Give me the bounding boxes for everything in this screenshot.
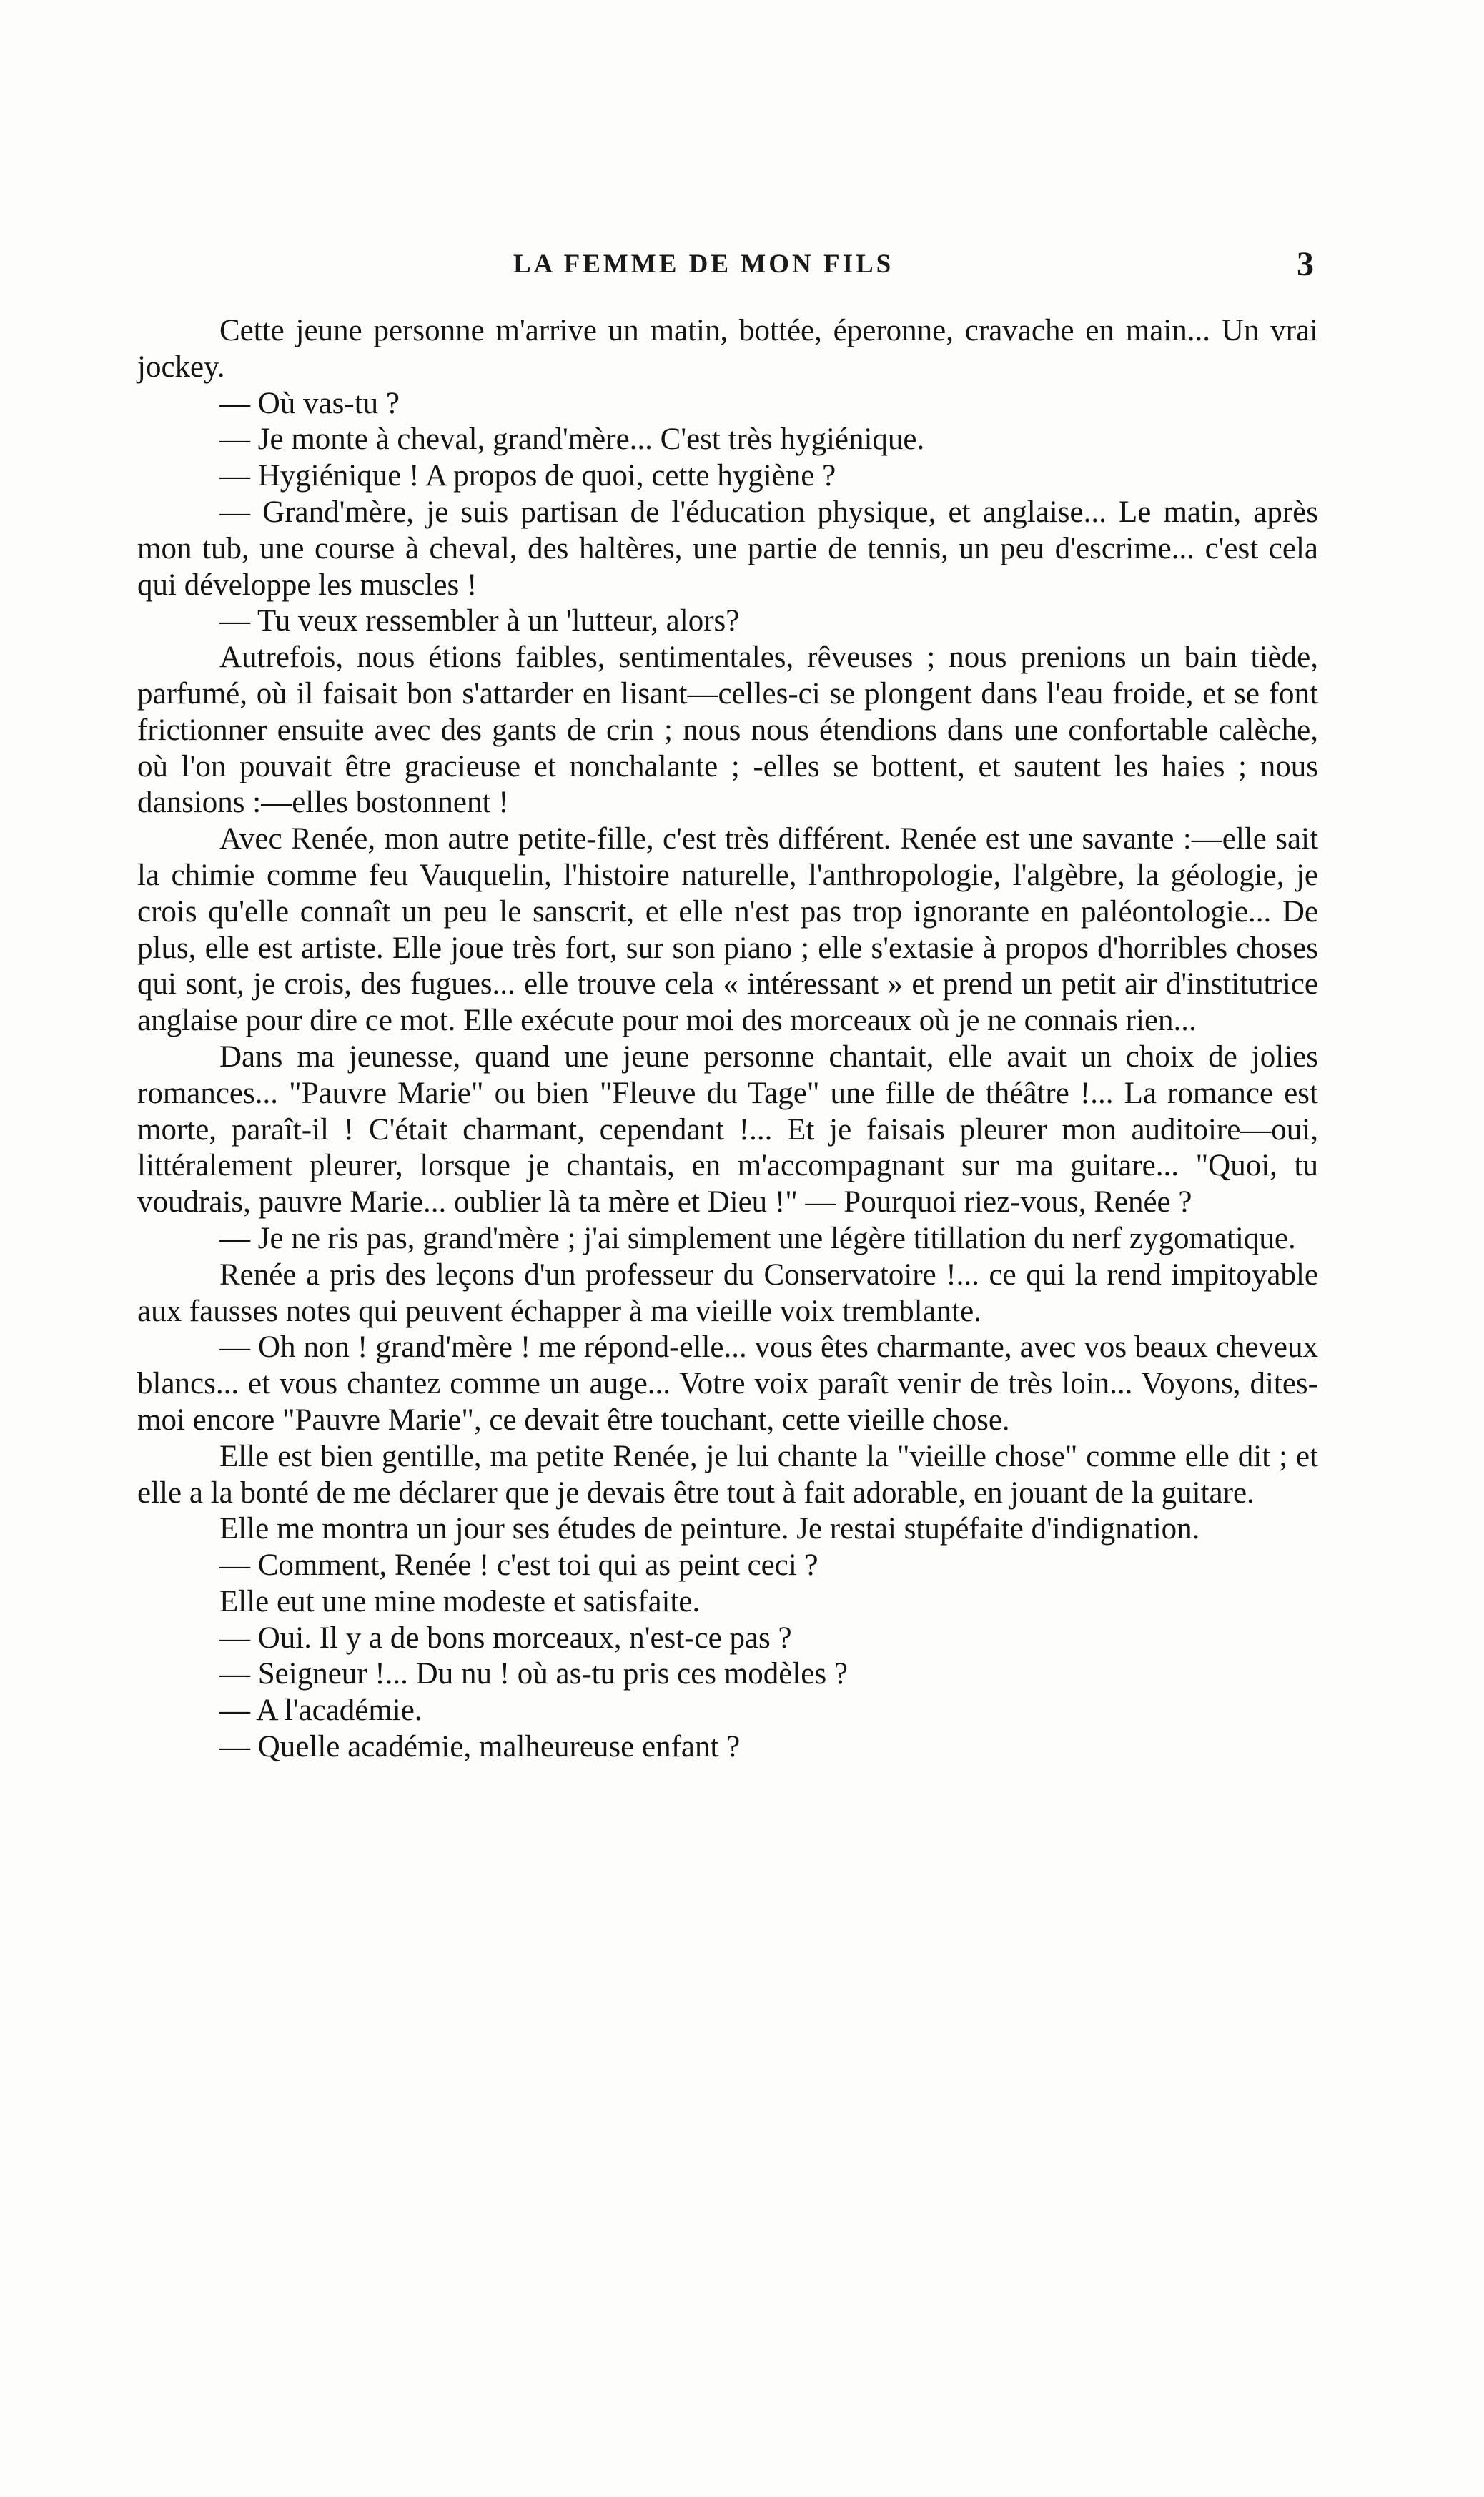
dialogue-line: — Tu veux ressembler à un 'lutteur, alors? — [219, 604, 740, 638]
dialogue-line: — Je ne ris pas, grand'mère ; j'ai simplement une légère titillation du nerf zygomatique. — [219, 1221, 1296, 1255]
paragraph: Elle eut une mine modeste et satisfaite. — [219, 1584, 701, 1618]
dialogue-line: — Où vas-tu ? — [219, 386, 400, 420]
paragraph: Autrefois, nous étions faibles, sentimentales, rêveuses ; nous prenions un bain tiède, parfumé, où il faisait bon s'attarder en lisant—celles-ci se plongent dans l'eau froide, et se font frictionner ensuite avec des gants de crin ; nous nous étendions dans une confortable calèche, où l'on pouvait être gracieuse et nonchalante ; -elles se bottent, et sautent les haies ; nous dansions :—elles bostonnent ! — [137, 641, 1318, 820]
dialogue-line: — Je monte à cheval, grand'mère... C'est très hygiénique. — [219, 422, 925, 457]
dialogue-line: — Oui. Il y a de bons morceaux, n'est-ce pas ? — [219, 1621, 792, 1655]
dialogue-line: — Grand'mère, je suis partisan de l'éducation physique, et anglaise... Le matin, après mon tub, une course à cheval, des haltères, une partie de tennis, un peu d'escrime... c'est cela qui développe les muscles ! — [137, 495, 1318, 602]
page-number: 3 — [1297, 245, 1314, 283]
dialogue-line: — Quelle académie, malheureuse enfant ? — [219, 1730, 741, 1764]
paragraph: Elle me montra un jour ses études de peinture. Je restai stupéfaite d'indignation. — [219, 1512, 1200, 1546]
paragraph: Cette jeune personne m'arrive un matin, bottée, éperonne, cravache en main... Un vrai jockey. — [137, 314, 1318, 384]
paragraph: Renée a pris des leçons d'un professeur du Conservatoire !... ce qui la rend impitoyable aux fausses notes qui peuvent échapper à ma vieille voix tremblante. — [137, 1257, 1318, 1328]
dialogue-line: — A l'académie. — [219, 1693, 422, 1728]
page-header — [142, 245, 1314, 285]
paragraph: Avec Renée, mon autre petite-fille, c'est très différent. Renée est une savante :—elle sait la chimie comme feu Vauquelin, l'histoire naturelle, l'anthropologie, l'algèbre, la géologie, je crois qu'elle connaît un peu le sanscrit, et elle n'est pas trop ignorante en paléontologie... De plus, elle est artiste. Elle joue très fort, sur son piano ; elle s'extasie à propos d'horribles choses qui sont, je crois, des fugues... elle trouve cela « intéressant » et prend un petit air d'institutrice anglaise pour dire ce mot. Elle exécute pour moi des morceaux où je ne connais rien... — [137, 822, 1318, 1038]
running-title: LA FEMME DE MON FILS — [513, 249, 894, 279]
paragraph: Dans ma jeunesse, quand une jeune personne chantait, elle avait un choix de jolies romances... "Pauvre Marie" ou bien "Fleuve du Tage" une fille de théâtre !... La romance est morte, paraît-il ! C'était charmant, cependant !... Et je faisais pleurer mon auditoire—oui, littéralement pleurer, lorsque je chantais, en m'accompagnant sur ma guitare... "Quoi, tu voudrais, pauvre Marie... oublier là ta mère et Dieu !" — Pourquoi riez-vous, Renée ? — [137, 1039, 1318, 1220]
body-text — [137, 313, 1318, 1766]
dialogue-line: — Oh non ! grand'mère ! me répond-elle... vous êtes charmante, avec vos beaux cheveux blancs... et vous chantez comme un auge... Votre voix paraît venir de très loin... Voyons, dites-moi encore "Pauvre Marie", ce devait être touchant, cette vieille chose. — [137, 1330, 1318, 1437]
dialogue-line: — Hygiénique ! A propos de quoi, cette hygiène ? — [219, 459, 836, 493]
dialogue-line: — Comment, Renée ! c'est toi qui as peint ceci ? — [219, 1548, 818, 1583]
paragraph: Elle est bien gentille, ma petite Renée, je lui chante la "vieille chose" comme elle dit ; et elle a la bonté de me déclarer que je devais être tout à fait adorable, en jouant de la guitare. — [137, 1439, 1318, 1510]
dialogue-line: — Seigneur !... Du nu ! où as-tu pris ces modèles ? — [219, 1657, 848, 1691]
